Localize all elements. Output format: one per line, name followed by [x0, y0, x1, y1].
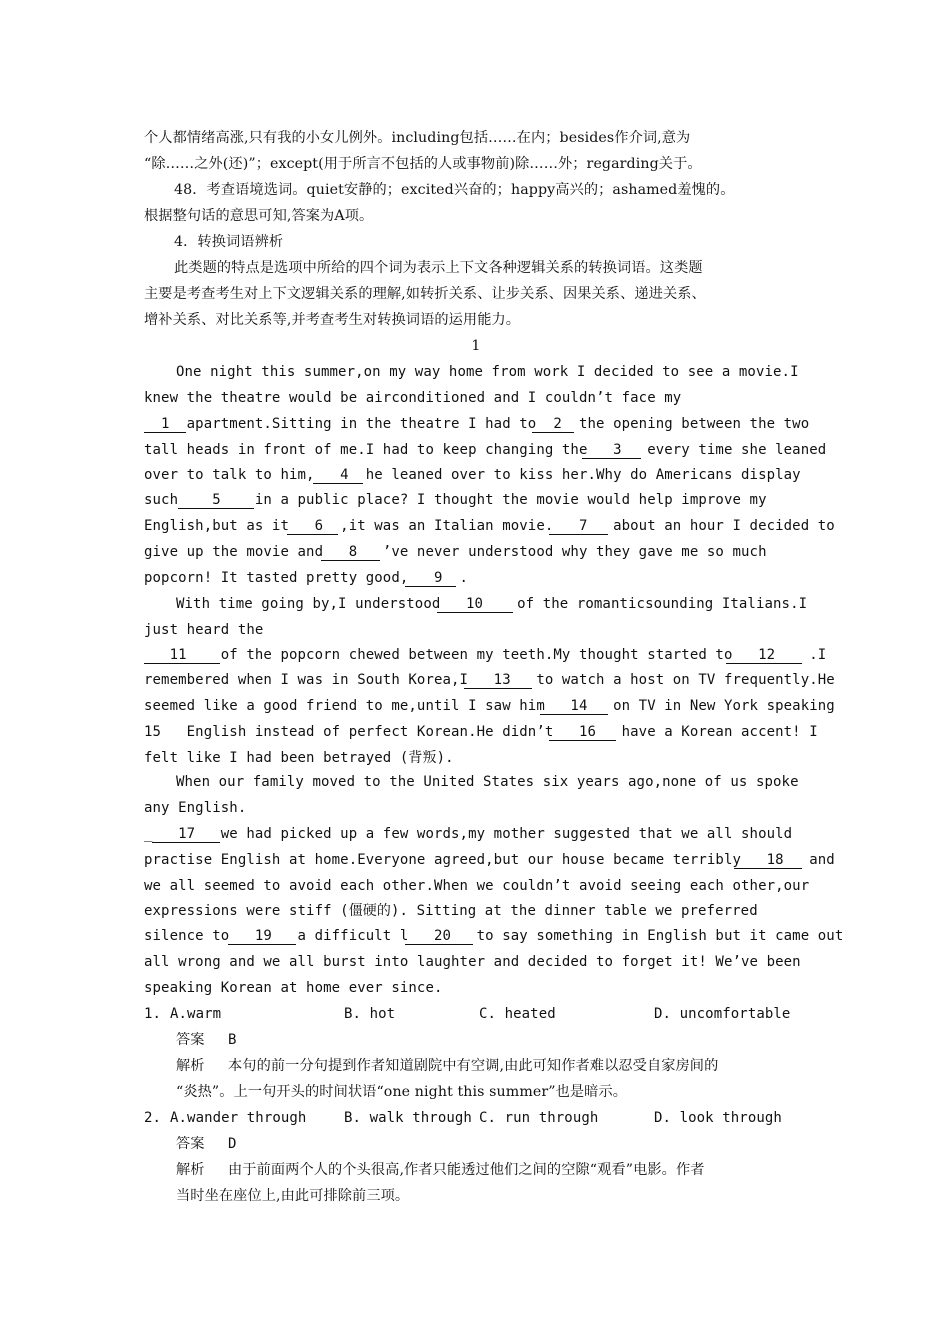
passage-line: remembered when I was in South Korea,I 13 to watch a host on TV frequently.He — [144, 672, 835, 688]
passage-line: 15 English instead of perfect Korean.He didn’t 16 have a Korean accent! I — [144, 724, 818, 740]
passage-line: practise English at home.Everyone agreed,but our house became terribly 18 and — [144, 852, 835, 868]
blank-underline — [144, 663, 220, 664]
option-d: D. uncomfortable — [654, 1006, 791, 1022]
passage-line: knew the theatre would be airconditioned and I couldn’t face my — [144, 390, 682, 406]
text-line: 根据整句话的意思可知,答案为A项。 — [144, 208, 374, 224]
passage-line: tall heads in front of me.I had to keep changing the 3 every time she leaned — [144, 442, 827, 458]
blank-underline — [405, 944, 472, 945]
option-c: C. heated — [479, 1006, 556, 1022]
passage-line: such 5 in a public place? I thought the movie would help improve my — [144, 492, 767, 508]
blank-underline — [540, 714, 607, 715]
blank-underline — [405, 586, 456, 587]
passage-line: just heard the — [144, 622, 264, 638]
passage-line: over to talk to him, 4 he leaned over to kiss her.Why do Americans display — [144, 467, 801, 483]
blank-underline — [549, 534, 608, 535]
text-line: 4．转换词语辨析 — [174, 234, 284, 250]
text-line: 增补关系、对比关系等,并考查考生对转换词语的运用能力。 — [144, 312, 521, 328]
analysis-text: “炎热”。上一句开头的时间状语“one night this summer”也是暗示。 — [176, 1084, 628, 1100]
answer-label: 答案 — [176, 1032, 205, 1048]
passage-line: seemed like a good friend to me,until I saw him 14 on TV in New York speaking — [144, 698, 835, 714]
passage-line: all wrong and we all burst into laughter and decided to forget it! We’ve been — [144, 954, 801, 970]
blank-underline — [734, 868, 801, 869]
passage-line: When our family moved to the United States six years ago,none of us spoke — [176, 774, 799, 790]
blank-underline — [532, 432, 574, 433]
answer-label: 答案 — [176, 1136, 205, 1152]
blank-underline — [582, 458, 641, 459]
option-b: B. walk through — [344, 1110, 472, 1126]
passage-number: 1 — [471, 338, 481, 354]
analysis-text: 本句的前一分句提到作者知道剧院中有空调,由此可知作者难以忍受自家房间的 — [228, 1058, 719, 1074]
analysis-text: 当时坐在座位上,由此可排除前三项。 — [176, 1188, 410, 1204]
question-number: 1. — [144, 1006, 162, 1022]
analysis-text: 由于前面两个人的个头很高,作者只能透过他们之间的空隙“观看”电影。作者 — [228, 1162, 705, 1178]
analysis-label: 解析 — [176, 1162, 205, 1178]
option-d: D. look through — [654, 1110, 782, 1126]
passage-line: any English. — [144, 800, 247, 816]
passage-line: With time going by,I understood 10 of the romanticsounding Italians.I — [176, 596, 808, 612]
text-line: 主要是考查考生对上下文逻辑关系的理解,如转折关系、让步关系、因果关系、递进关系、 — [144, 286, 706, 302]
passage-line: silence to 19 a difficult l 20 to say something in English but it came out — [144, 928, 844, 944]
blank-underline — [549, 740, 616, 741]
blank-underline — [313, 483, 364, 484]
option-a: A.wander through — [170, 1110, 307, 1126]
blank-underline — [726, 663, 802, 664]
passage-line: 1 apartment.Sitting in the theatre I had to 2 the opening between the two — [144, 416, 810, 432]
option-b: B. hot — [344, 1006, 396, 1022]
passage-line: 11 of the popcorn chewed between my teeth.My thought started to 12 .I — [144, 647, 827, 663]
option-c: C. run through — [479, 1110, 599, 1126]
blank-underline — [228, 944, 295, 945]
passage-line: popcorn! It tasted pretty good, 9 . — [144, 570, 469, 586]
passage-line: One night this summer,on my way home from work I decided to see a movie.I — [176, 364, 799, 380]
blank-underline — [464, 688, 531, 689]
blank-underline — [178, 508, 254, 509]
blank-underline — [287, 534, 338, 535]
option-a: A.warm — [170, 1006, 222, 1022]
passage-line: speaking Korean at home ever since. — [144, 980, 443, 996]
blank-underline — [152, 842, 219, 843]
text-line: 48．考查语境选词。quiet安静的；excited兴奋的；happy高兴的；ashamed羞愧的。 — [174, 182, 735, 198]
passage-line: English,but as it 6 ,it was an Italian movie. 7 about an hour I decided to — [144, 518, 835, 534]
blank-underline — [321, 560, 380, 561]
passage-line: we all seemed to avoid each other.When we couldn’t avoid seeing each other,our — [144, 878, 810, 894]
analysis-label: 解析 — [176, 1058, 205, 1074]
answer-value: D — [228, 1136, 237, 1152]
text-line: “除……之外(还)”；except(用于所言不包括的人或事物前)除……外；regarding关于。 — [144, 156, 702, 172]
blank-underline — [144, 432, 186, 433]
blank-underline — [437, 612, 513, 613]
passage-line: felt like I had been betrayed (背叛). — [144, 750, 454, 766]
passage-line: expressions were stiff (僵硬的). Sitting at the dinner table we preferred — [144, 903, 758, 919]
answer-value: B — [228, 1032, 237, 1048]
text-line: 此类题的特点是选项中所给的四个词为表示上下文各种逻辑关系的转换词语。这类题 — [174, 260, 703, 276]
question-number: 2. — [144, 1110, 162, 1126]
passage-line: _ 17 we had picked up a few words,my mother suggested that we all should — [144, 826, 793, 842]
passage-line: give up the movie and 8 ’ve never understood why they gave me so much — [144, 544, 767, 560]
text-line: 个人都情绪高涨,只有我的小女儿例外。including包括……在内；besides作介词,意为 — [144, 130, 691, 146]
